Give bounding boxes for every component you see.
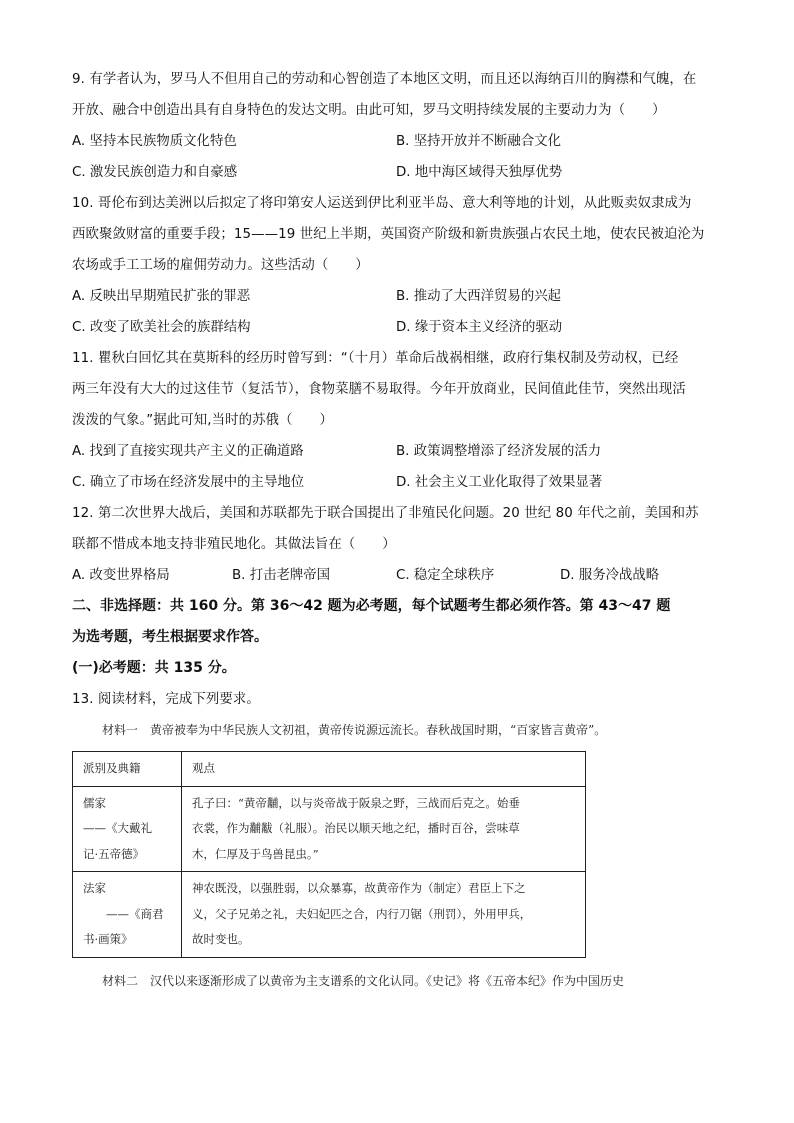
question-stem-line: 两三年没有大大的过这佳节（复活节），食物菜膳不易取得。今年开放商业，民间值此佳节，突然出现活 xyxy=(72,382,686,397)
option-b: B. 推动了大西洋贸易的兴起 xyxy=(396,289,561,304)
view-cell xyxy=(182,872,586,958)
view-cell xyxy=(182,786,586,872)
question-9 xyxy=(72,64,724,188)
option-c: C. 确立了市场在经济发展中的主导地位 xyxy=(72,475,305,490)
material-2-intro: 材料二 汉代以来逐渐形成了以黄帝为主支谱系的文化认同。《史记》将《五帝本纪》作为中国历史 xyxy=(102,973,625,988)
option-b: B. 打击老牌帝国 xyxy=(232,568,331,583)
option-c: C. 改变了欧美社会的族群结构 xyxy=(72,320,251,335)
option-b: B. 坚持开放并不断融合文化 xyxy=(396,134,561,149)
question-stem-line: 11. 瞿秋白回忆其在莫斯科的经历时曾写到：“（十月）革命后战祸相继，政府行集权制及劳动权，已经 xyxy=(72,351,679,366)
question-11 xyxy=(72,343,724,498)
school-line: 记·五帝德》 xyxy=(83,846,145,861)
question-stem-line: 9. 有学者认为，罗马人不但用自己的劳动和心智创造了本地区文明，而且还以海纳百川的胸襟和气魄，在 xyxy=(72,72,697,87)
view-line: 衣裳，作为黼黻（礼服）。治民以顺天地之纪，播时百谷，尝味草 xyxy=(192,821,520,835)
question-12 xyxy=(72,498,724,591)
option-d: D. 社会主义工业化取得了效果显著 xyxy=(396,475,603,490)
school-line: 法家 xyxy=(83,881,106,895)
options-grid xyxy=(72,281,724,343)
source-table xyxy=(72,751,586,958)
school-cell xyxy=(73,872,182,958)
question-stem-line: 10. 哥伦布到达美洲以后拟定了将印第安人运送到伊比利亚半岛、意大利等地的计划，从此贩卖奴隶成为 xyxy=(72,196,692,211)
question-13 xyxy=(72,684,724,996)
options-grid xyxy=(72,126,724,188)
section-subtitle: (一)必考题：共 135 分。 xyxy=(72,660,236,676)
option-a: A. 坚持本民族物质文化特色 xyxy=(72,134,237,149)
view-line: 义，父子兄弟之礼，夫妇妃匹之合，内行刀锯（刑罚），外用甲兵， xyxy=(192,906,532,921)
view-line: 神农既没，以强胜弱，以众暴寡，故黄帝作为（制定）君臣上下之 xyxy=(192,881,526,895)
section-title-line: 二、非选择题：共 160 分。第 36～42 题为必考题，每个试题考生都必须作答。第 43～47 题 xyxy=(72,598,671,614)
question-stem-line: 联都不惜成本地支持非殖民地化。其做法旨在（ ） xyxy=(72,537,396,552)
section-heading xyxy=(72,591,724,684)
school-line: ——《大戴礼 xyxy=(83,821,152,835)
exam-page xyxy=(72,64,724,996)
section-title-line: 为选考题，考生根据要求作答。 xyxy=(72,629,268,645)
material-1-intro: 材料一 黄帝被奉为中华民族人文初祖，黄帝传说源远流长。春秋战国时期，“百家皆言黄帝”。 xyxy=(102,723,607,737)
view-line: 孔子曰：“黄帝黼，以与炎帝战于阪泉之野，三战而后克之。始垂 xyxy=(192,795,520,810)
option-d: D. 缘于资本主义经济的驱动 xyxy=(396,320,563,335)
question-stem-line: 泼泼的气象。”据此可知,当时的苏俄（ ） xyxy=(72,413,334,428)
table-row xyxy=(73,872,586,958)
option-a: A. 找到了直接实现共产主义的正确道路 xyxy=(72,444,304,459)
options-row xyxy=(72,560,724,591)
option-d: D. 地中海区域得天独厚优势 xyxy=(396,165,563,180)
table-header-row xyxy=(73,752,586,787)
option-a: A. 改变世界格局 xyxy=(72,568,170,583)
table-row xyxy=(73,786,586,872)
table-header-school: 派别及典籍 xyxy=(73,752,182,787)
option-c: C. 稳定全球秩序 xyxy=(396,568,495,583)
school-cell xyxy=(73,786,182,872)
option-c: C. 激发民族创造力和自豪感 xyxy=(72,165,238,180)
question-stem-line: 西欧聚敛财富的重要手段；15——19 世纪上半期，英国资产阶级和新贵族强占农民土地，使农民被迫沦为 xyxy=(72,227,705,242)
options-grid xyxy=(72,436,724,498)
table-header-view: 观点 xyxy=(182,752,586,787)
option-d: D. 服务冷战战略 xyxy=(560,568,660,583)
view-line: 木，仁厚及于鸟兽昆虫。” xyxy=(192,846,319,861)
option-b: B. 政策调整增添了经济发展的活力 xyxy=(396,444,602,459)
view-line: 故时变也。 xyxy=(192,932,250,946)
question-stem: 13. 阅读材料，完成下列要求。 xyxy=(72,692,260,707)
question-stem-line: 开放、融合中创造出具有自身特色的发达文明。由此可知，罗马文明持续发展的主要动力为（ ） xyxy=(72,103,666,118)
question-stem-line: 农场或手工工场的雇佣劳动力。这些活动（ ） xyxy=(72,258,369,273)
school-line: ——《商君 xyxy=(83,906,164,921)
question-stem-line: 12. 第二次世界大战后，美国和苏联都先于联合国提出了非殖民化问题。20 世纪 80 年代之前，美国和苏 xyxy=(72,506,699,521)
question-10 xyxy=(72,188,724,343)
school-line: 儒家 xyxy=(83,795,106,810)
school-line: 书·画策》 xyxy=(83,932,133,946)
option-a: A. 反映出早期殖民扩张的罪恶 xyxy=(72,289,251,304)
